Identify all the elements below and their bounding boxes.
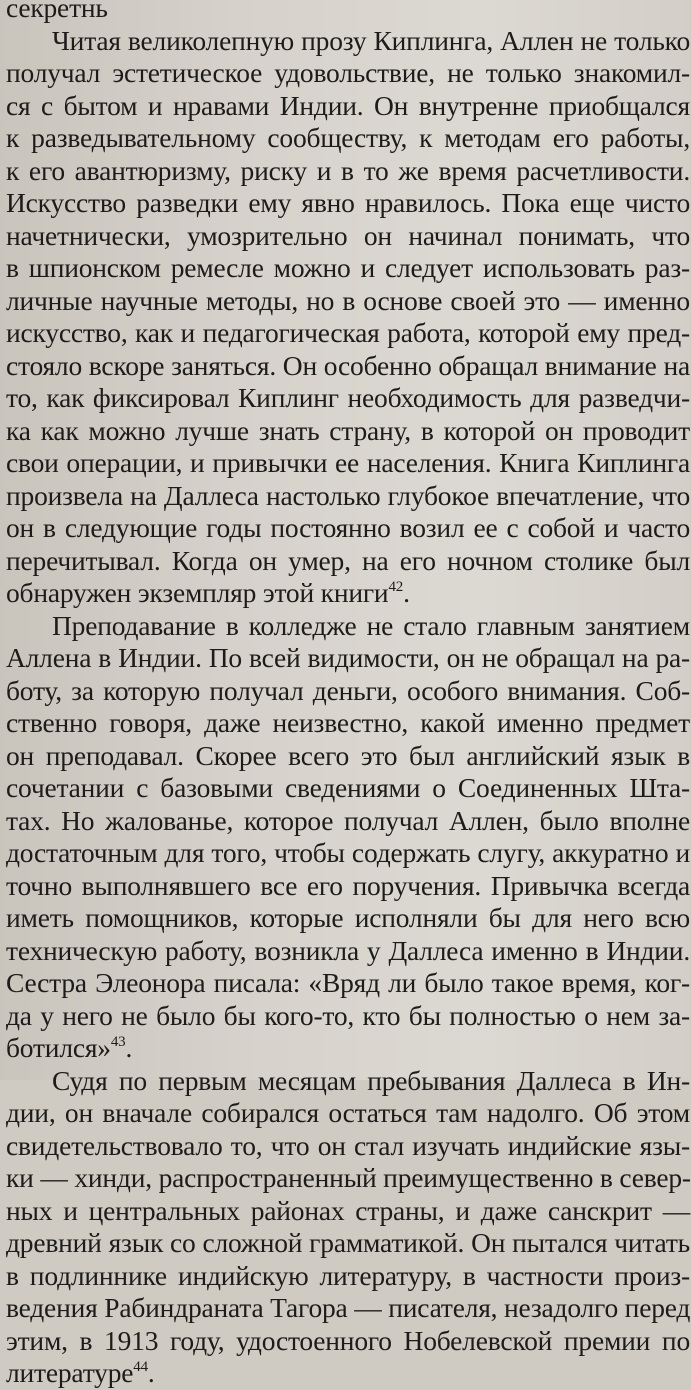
text-line: личные научные методы, но в основе своей это — именно xyxy=(6,284,690,316)
text-line: тах. Но жалованье, которое получал Аллен, было вполне xyxy=(6,804,690,836)
line-tail: . xyxy=(403,577,410,608)
text-line xyxy=(6,1032,690,1065)
text-line xyxy=(6,577,690,610)
text-line: он преподавал. Скорее всего это был английский язык в xyxy=(6,739,690,771)
text-line: иметь помощников, которые исполняли бы для него всю xyxy=(6,902,690,933)
text-line: он в следующие годы постоянно возил ее с собой и часто xyxy=(6,512,690,543)
text-line: в шпионском ремесле можно и следует использовать раз- xyxy=(6,252,690,283)
text-line xyxy=(6,1357,690,1390)
text-line: к разведывательному сообществу, к методам его работы, xyxy=(6,122,690,153)
text-line: ка как можно лучше знать страну, в которой он проводит xyxy=(6,414,690,446)
text-line: то, как фиксировал Киплинг необходимость для разведчи- xyxy=(6,382,690,413)
line-text: ботился» xyxy=(6,1032,111,1063)
text-line: Преподавание в колледже не стало главным занятием xyxy=(52,609,690,641)
text-line: ся с бытом и нравами Индии. Он внутренне приобщался xyxy=(6,89,690,121)
text-line: перечитывал. Когда он умер, на его ночном столике был xyxy=(6,544,690,576)
text-line: этим, в 1913 году, удостоенного Нобелевской премии по xyxy=(6,1324,690,1356)
text-line: Судя по первым месяцам пребывания Даллеса в Ин- xyxy=(52,1064,690,1096)
text-line: техническую работу, возникла у Даллеса именно в Индии. xyxy=(6,934,690,966)
text-line: ных и центральных районах страны, и даже санскрит — xyxy=(6,1194,690,1226)
text-line: Аллена в Индии. По всей видимости, он не обращал на ра- xyxy=(6,642,690,673)
line-text: обнаружен экземпляр этой книги xyxy=(6,577,389,608)
text-line: начетнически, умозрительно он начинал понимать, что xyxy=(6,219,690,251)
footnote-ref: 44 xyxy=(133,1359,148,1375)
text-line: получал эстетическое удовольствие, не только знакомил- xyxy=(6,57,690,88)
line-tail: . xyxy=(125,1032,133,1063)
text-line: Читая великолепную прозу Киплинга, Аллен не только xyxy=(52,24,690,56)
page-text xyxy=(6,0,690,1390)
text-line: в подлиннике индийскую литературу, в частности произ- xyxy=(6,1259,690,1291)
text-line: ведения Рабиндраната Тагора — писателя, незадолго перед xyxy=(6,1292,691,1323)
text-line: точно выполнявшего все его поручения. Привычка всегда xyxy=(6,869,690,901)
footnote-ref: 43 xyxy=(110,1034,126,1050)
text-line: произвела на Даллеса настолько глубокое впечатление, что xyxy=(6,479,690,511)
text-line: ки — хинди, распространенный преимущественно в север- xyxy=(6,1162,691,1193)
text-line: дии, он вначале собирался остаться там надолго. Об этом xyxy=(6,1097,690,1128)
text-line: свидетельствовало то, что он стал изучать индийские язы- xyxy=(6,1129,690,1161)
text-line: свои операции, и привычки ее населения. Книга Киплинга xyxy=(6,447,690,478)
line-tail: . xyxy=(147,1357,155,1388)
text-line: достаточным для того, чтобы содержать слугу, аккуратно и xyxy=(6,837,690,868)
text-line: да у него не было бы кого-то, кто бы полностью о нем за- xyxy=(6,999,690,1031)
footnote-ref: 42 xyxy=(388,579,404,595)
text-line: к его авантюризму, риску и в то же время расчетливости. xyxy=(6,154,690,186)
line-text: литературе xyxy=(6,1357,134,1388)
text-line: секретнь xyxy=(6,0,108,23)
text-line: боту, за которую получал деньги, особого внимания. Соб- xyxy=(6,674,690,706)
text-line: ственно говоря, даже неизвестно, какой именно предмет xyxy=(6,707,690,738)
text-line: искусство, как и педагогическая работа, которой ему пред- xyxy=(6,317,690,348)
text-line: стояло вскоре заняться. Он особенно обращал внимание на xyxy=(6,349,690,381)
text-line: Сестра Элеонора писала: «Вряд ли было такое время, ког- xyxy=(6,967,690,998)
text-line: сочетании с базовыми сведениями о Соединенных Шта- xyxy=(6,772,690,803)
text-line: древний язык со сложной грамматикой. Он пытался читать xyxy=(6,1227,690,1258)
text-line: Искусство разведки ему явно нравилось. Пока еще чисто xyxy=(6,187,690,218)
